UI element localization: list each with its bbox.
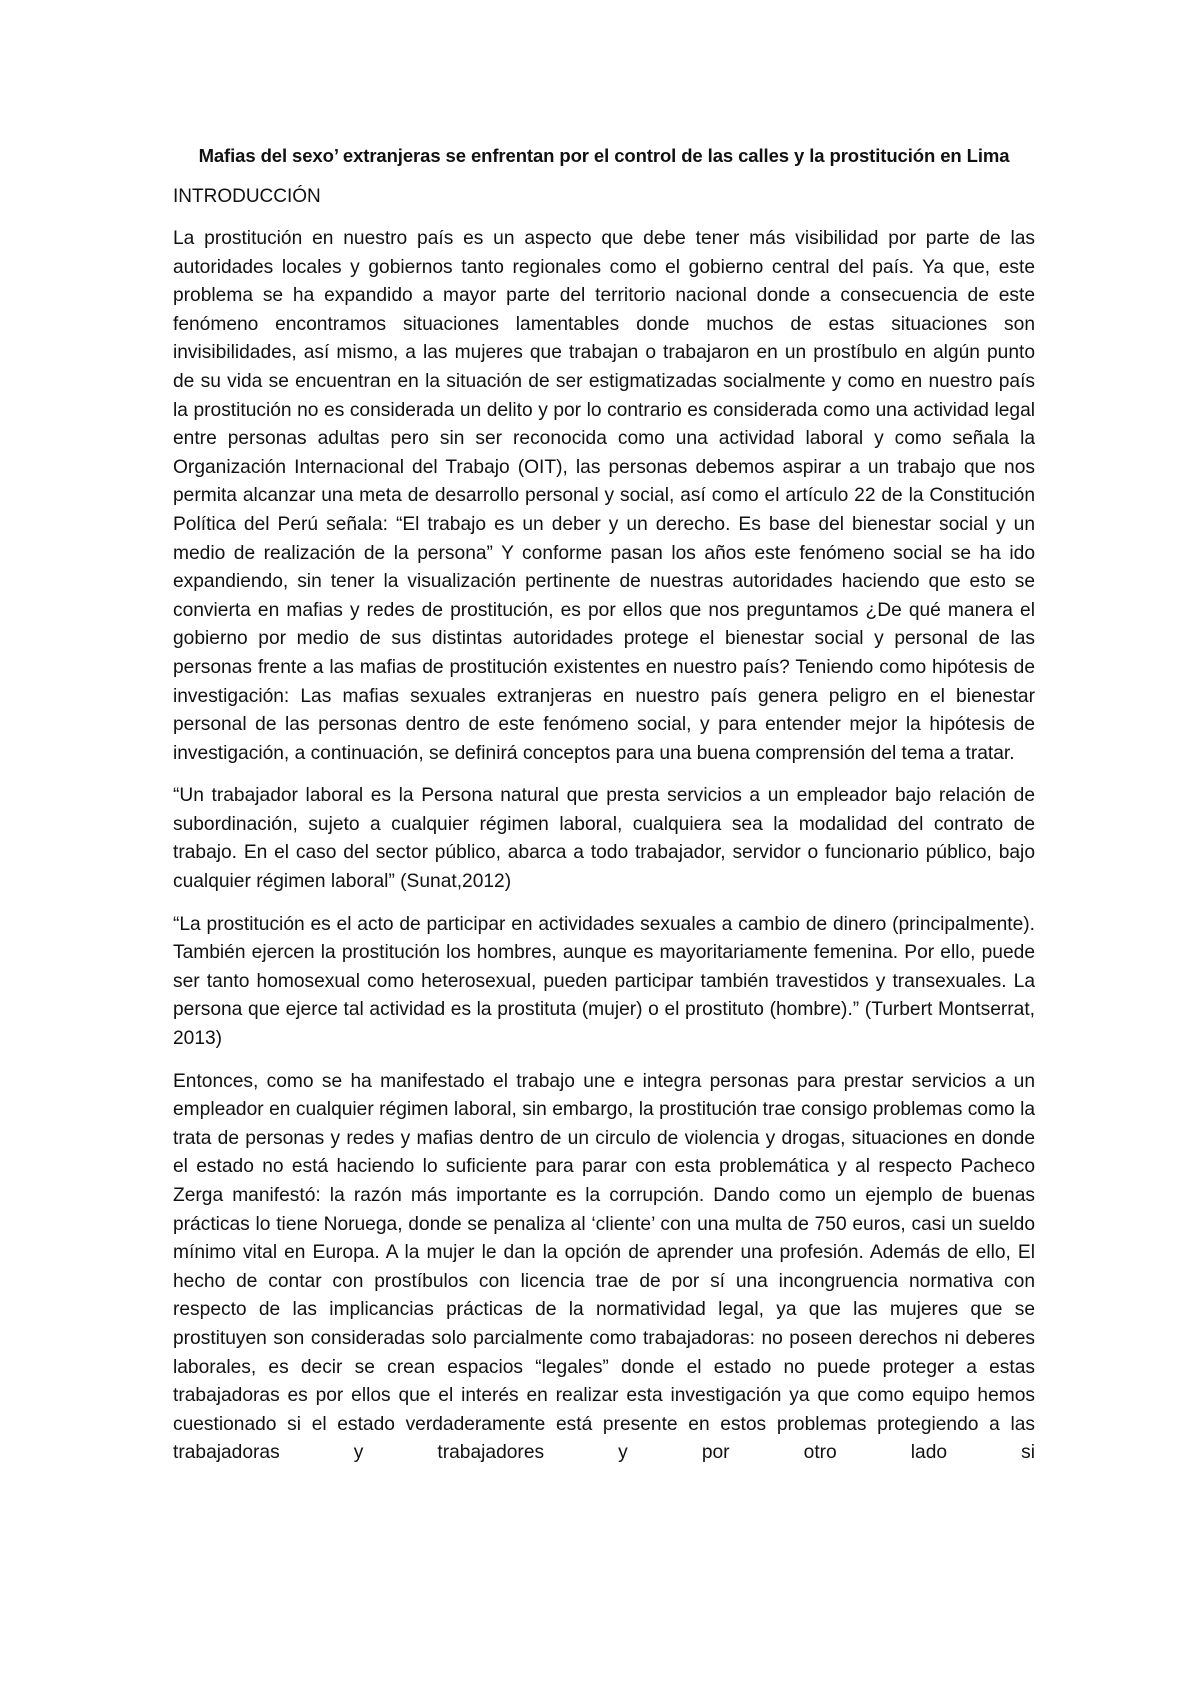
document-body [173,143,1035,1468]
paragraph-introduction: La prostitución en nuestro país es un aspecto que debe tener más visibilidad por parte de las autoridades locales y gobiernos tanto regionales como el gobierno central del país. Ya que, este problema se ha expandido a mayor parte del territorio nacional donde a consecuencia de este fenómeno encontramos situaciones lamentables donde muchos de estas situaciones son invisibilidades, así mismo, a las mujeres que trabajan o trabajaron en un prostíbulo en algún punto de su vida se encuentran en la situación de ser estigmatizadas socialmente y como en nuestro país la prostitución no es considerada un delito y por lo contrario es considerada como una actividad legal entre personas adultas pero sin ser reconocida como una actividad laboral y como señala la Organización Internacional del Trabajo (OIT), las personas debemos aspirar a un trabajo que nos permita alcanzar una meta de desarrollo personal y social, así como el artículo 22 de la Constitución Política del Perú señala: “El trabajo es un deber y un derecho. Es base del bienestar social y un medio de realización de la persona” Y conforme pasan los años este fenómeno social se ha ido expandiendo, sin tener la visualización pertinente de nuestras autoridades haciendo que esto se convierta en mafias y redes de prostitución, es por ellos que nos preguntamos ¿De qué manera el gobierno por medio de sus distintas autoridades protege el bienestar social y personal de las personas frente a las mafias de prostitución existentes en nuestro país? Teniendo como hipótesis de investigación: Las mafias sexuales extranjeras en nuestro país genera peligro en el bienestar personal de las personas dentro de este fenómeno social, y para entender mejor la hipótesis de investigación, a continuación, se definirá conceptos para una buena comprensión del tema a tratar. [173,228,1035,764]
paragraph-quote-worker: “Un trabajador laboral es la Persona natural que presta servicios a un empleador bajo relación de subordinación, sujeto a cualquier régimen laboral, cualquiera sea la modalidad del contrato de trabajo. En el caso del sector público, abarca a todo trabajador, servidor o funcionario público, bajo cualquier régimen laboral” (Sunat,2012) [173,785,1035,893]
paragraph-quote-prostitution: “La prostitución es el acto de participar en actividades sexuales a cambio de dinero (principalmente). También ejercen la prostitución los hombres, aunque es mayoritariamente femenina. Por ello, puede ser tanto homosexual como heterosexual, pueden participar también travestidos y transexuales. La persona que ejerce tal actividad es la prostituta (mujer) o el prostituto (hombre).” (Turbert Montserrat, 2013) [173,913,1035,1050]
paragraph-discussion: Entonces, como se ha manifestado el trabajo une e integra personas para prestar servicios a un empleador en cualquier régimen laboral, sin embargo, la prostitución trae consigo problemas como la trata de personas y redes y mafias dentro de un circulo de violencia y drogas, situaciones en donde el estado no está haciendo lo suficiente para parar con esta problemática y al respecto Pacheco Zerga manifestó: la razón más importante es la corrupción. Dando como un ejemplo de buenas prácticas lo tiene Noruega, donde se penaliza al ‘cliente’ con una multa de 750 euros, casi un sueldo mínimo vital en Europa. A la mujer le dan la opción de aprender una profesión. Además de ello, El hecho de contar con prostíbulos con licencia trae de por sí una incongruencia normativa con respecto de las implicancias prácticas de la normatividad legal, ya que las mujeres que se prostituyen son consideradas solo parcialmente como trabajadoras: no poseen derechos ni deberes laborales, es decir se crean espacios “legales” donde el estado no puede proteger a estas trabajadoras es por ellos que el interés en realizar esta investigación ya que como equipo hemos cuestionado si el estado verdaderamente está presente en estos problemas protegiendo a las trabajadoras y trabajadores y por otro lado si [173,1070,1035,1464]
section-heading: INTRODUCCIÓN [173,186,321,207]
document-title: Mafias del sexo’ extranjeras se enfrentan por el control de las calles y la prostitución en Lima [198,145,1010,166]
